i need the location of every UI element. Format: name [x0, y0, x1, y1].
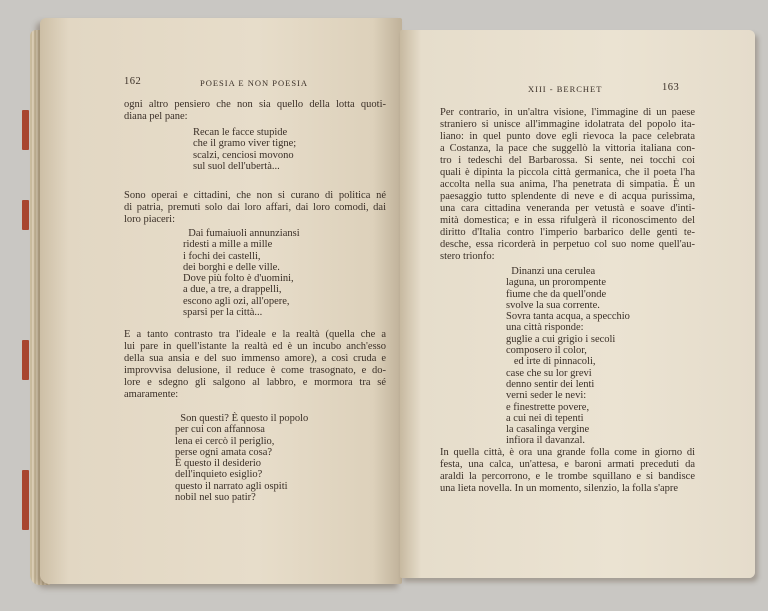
verse-line: svolve la sua corrente. [506, 299, 600, 311]
left-running-head: POESIA E NON POESIA [200, 78, 309, 88]
text-line: improvvisa delusione, il reduce è come trasognato, e do- [124, 365, 386, 376]
text-line: della sua ansia e del suo immenso amore), a così cruda e [124, 353, 386, 364]
paragraph [440, 447, 695, 495]
verse-line: guglie a cui grigio i secoli [506, 333, 616, 345]
verse-line: Dove più folto è d'uomini, [183, 273, 294, 285]
text-line: paesaggio tutto splendente di neve e di acqua purissima, [440, 191, 695, 202]
text-line: una lieta novella. In un momento, silenzio, la folla s'apre [440, 483, 679, 494]
text-line: una cara cittadina veneranda per vetustà e soave d'inti- [440, 203, 695, 214]
text-line: loro piaceri: [124, 214, 176, 225]
text-line: diritto d'Italia contro l'imperio barbarico delle genti te- [440, 227, 695, 238]
verse-line: perse ogni amata cosa? [175, 446, 273, 458]
left-page-number: 162 [124, 76, 142, 87]
verse-line: verni seder le nevi: [506, 390, 587, 402]
verse-line: dell'inquieto esiglio? [175, 469, 263, 481]
right-page-number: 163 [662, 82, 680, 93]
text-line: E a tanto contrasto tra l'ideale e la realtà (quella che a [124, 329, 386, 340]
red-page-edge [22, 340, 29, 380]
red-page-edge [22, 110, 29, 150]
paragraph [124, 329, 386, 401]
text-line: straniero si unisce all'immagine idolatrata del popolo ita- [440, 119, 695, 130]
verse-line: infiora il davanzal. [506, 435, 586, 447]
text-line: festa, una calca, un'attesa, e baroni armati preceduti da [440, 459, 695, 470]
red-page-edge [22, 470, 29, 530]
verse-line: a due, a tre, a drappelli, [183, 284, 282, 296]
text-line: desche, essa ricorderà in perpetuo col suo nome quell'au- [440, 239, 695, 250]
verse-line: la casalinga vergine [506, 424, 590, 436]
right-running-head: XIII - BERCHET [528, 84, 603, 94]
verse-block [193, 127, 296, 172]
verse-line: escono agli ozi, all'opere, [183, 295, 290, 307]
verse-line: È questo il desiderio [175, 458, 262, 470]
verse-line: Recan le facce stupide [193, 127, 288, 138]
verse-line: ridesti a mille a mille [183, 239, 273, 251]
verse-line: laguna, un prorompente [506, 277, 607, 289]
text-line: tro i tedeschi del Barbarossa. Si sente, nei tocchi coi [440, 155, 695, 166]
text-line: liano: in quel punto dove egli rievoca la pace celebrata [440, 131, 695, 142]
verse-line: una città risponde: [506, 322, 584, 334]
verse-block [183, 228, 300, 318]
text-line: mità domestica; e in essa rifulgerà il riconoscimento del [440, 215, 695, 226]
verse-line: a cui nei dì tepenti [506, 412, 584, 424]
verse-line: i fochi dei castelli, [183, 250, 261, 262]
text-line: Per contrario, in un'altra visione, l'immagine di un paese [440, 107, 695, 118]
text-line: lui pare in quell'istante la realtà ed è un incubo anch'esso [124, 341, 386, 352]
verse-line: sul suol dell'ubertà... [193, 160, 280, 172]
verse-line: scalzi, cenciosi movono [193, 149, 294, 161]
verse-line: Dai fumaiuoli annunziansi [183, 228, 300, 239]
verse-line: Sovra tanta acqua, a specchio [506, 311, 630, 323]
verse-line: e finestrette povere, [506, 401, 590, 413]
verse-line: che il gramo viver tigne; [193, 138, 297, 150]
verse-line: case che su lor grevi [506, 367, 592, 379]
verse-line: fiume che da quell'onde [506, 288, 607, 300]
text-line: diana pel pane: [124, 111, 188, 122]
text-line: Sono operai e cittadini, che non si curano di politica né [124, 190, 386, 201]
verse-block [506, 266, 630, 447]
text-line: amaramente: [124, 389, 179, 400]
verse-line: Dinanzi una cerulea [506, 266, 596, 277]
verse-line: nobil nel suo patir? [175, 492, 256, 504]
verse-line: denno sentir dei lenti [506, 378, 595, 390]
verse-line: composero il color, [506, 345, 587, 357]
verse-line: lena ei cercò il periglio, [175, 435, 275, 447]
text-line: araldi la percorrono, e le trombe squillano e si bandisce [440, 471, 695, 482]
text-line: quali è dipinta la piccola città germanica, che il poeta l'ha [440, 167, 695, 178]
verse-line: per cui con affannosa [175, 424, 265, 436]
verse-line: questo il narrato agli ospiti [175, 480, 288, 492]
text-line: accolta nella sua anima, l'ha penetrata di simpatia. È un [440, 179, 695, 190]
text-line: In quella città, è ora una grande folla come in giorno di [440, 447, 695, 458]
text-line: ogni altro pensiero che non sia quello della lotta quoti- [124, 99, 386, 110]
text-line: di patria, premuti solo dai loro affari, dai loro comodi, dai [124, 202, 386, 213]
verse-line: dei borghi e delle ville. [183, 261, 280, 273]
verse-line: Son questi? È questo il popolo [175, 413, 309, 424]
verse-block [175, 413, 308, 503]
verse-line: ed irte di pinnacoli, [506, 356, 596, 368]
text-line: stero trionfo: [440, 251, 495, 262]
text-line: a Costanza, la pace che suggellò la vittoria italiana con- [440, 143, 695, 154]
paragraph [440, 107, 695, 263]
red-page-edge [22, 200, 29, 230]
paragraph [124, 99, 386, 123]
verse-line: sparsi per la città... [183, 307, 263, 319]
paragraph [124, 190, 386, 226]
text-line: lore e sdegno gli salgono al labbro, e mormora tra sé [124, 377, 386, 388]
